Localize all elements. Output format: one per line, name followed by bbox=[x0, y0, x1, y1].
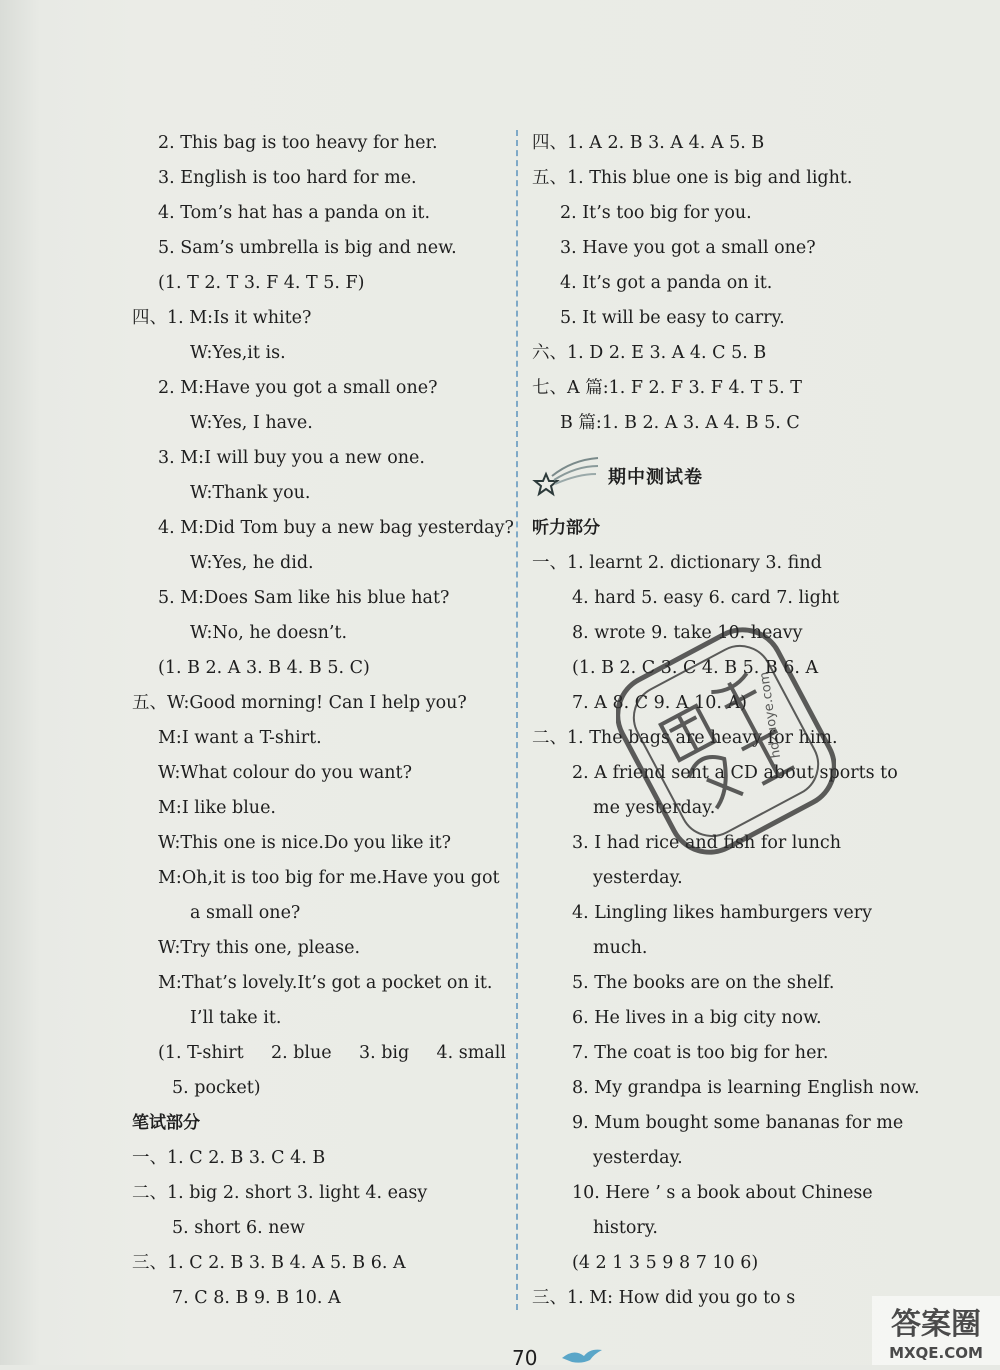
midterm-banner bbox=[532, 441, 916, 511]
answer-line: W:What colour do you want? bbox=[158, 763, 412, 783]
listening-answer-line: 7. The coat is too big for her. bbox=[572, 1043, 829, 1063]
answer-line: W:Yes, I have. bbox=[190, 413, 313, 433]
answer-line: 五、W:Good morning! Can I help you? bbox=[132, 693, 467, 713]
answer-line: 3. Have you got a small one? bbox=[560, 238, 816, 258]
listening-answer-lines bbox=[532, 546, 920, 1316]
listening-answer-line: 4. Lingling likes hamburgers very bbox=[572, 903, 872, 923]
dialog-answer-2: 2. blue bbox=[270, 1043, 332, 1063]
answer-line: 六、1. D 2. E 3. A 4. C 5. B bbox=[532, 343, 767, 363]
listening-answer-line: 二、1. The bags are heavy for him. bbox=[532, 728, 838, 748]
answer-line: W:Try this one, please. bbox=[158, 938, 361, 958]
logo-text: 答案圈 bbox=[891, 1307, 981, 1342]
answer-line: 四、1. M:Is it white? bbox=[132, 308, 312, 328]
answer-line: M:Oh,it is too big for me.Have you got bbox=[158, 868, 500, 888]
written-line-3: 5. short 6. new bbox=[172, 1218, 305, 1238]
answer-line: 2. It’s too big for you. bbox=[560, 203, 752, 223]
answer-line: B 篇:1. B 2. A 3. A 4. B 5. C bbox=[560, 413, 800, 433]
listening-answer-line: yesterday. bbox=[593, 1148, 683, 1168]
answer-line: 四、1. A 2. B 3. A 4. A 5. B bbox=[532, 133, 765, 153]
right-answer-lines bbox=[532, 126, 916, 441]
answer-line: 5. Sam’s umbrella is big and new. bbox=[158, 238, 457, 258]
left-column bbox=[132, 126, 514, 1316]
listening-answer-line: 6. He lives in a big city now. bbox=[572, 1008, 822, 1028]
answer-line: 七、A 篇:1. F 2. F 3. F 4. T 5. T bbox=[532, 378, 802, 398]
logo-url: MXQE.COM bbox=[889, 1344, 983, 1362]
dialog-answer-3: 3. big bbox=[358, 1043, 410, 1063]
listening-section-heading: 听力部分 bbox=[532, 518, 600, 538]
answer-line: W:This one is nice.Do you like it? bbox=[158, 833, 452, 853]
answer-line: W:Yes,it is. bbox=[190, 343, 286, 363]
listening-answer-line: 一、1. learnt 2. dictionary 3. find bbox=[532, 553, 822, 573]
page-number: 70 bbox=[512, 1346, 538, 1370]
written-line-4: 三、1. C 2. B 3. B 4. A 5. B 6. A bbox=[132, 1253, 406, 1273]
dialog-answer-4: 4. small bbox=[436, 1043, 506, 1063]
listening-answer-line: (1. B 2. C 3. C 4. B 5. B 6. A bbox=[572, 658, 819, 678]
midterm-title: 期中测试卷 bbox=[608, 467, 703, 488]
listening-answer-line: 4. hard 5. easy 6. card 7. light bbox=[572, 588, 840, 608]
answer-line: 2. This bag is too heavy for her. bbox=[158, 133, 438, 153]
dialog-answer-row-2 bbox=[132, 1071, 508, 1106]
written-line-5: 7. C 8. B 9. B 10. A bbox=[172, 1288, 341, 1308]
answer-line: 5. M:Does Sam like his blue hat? bbox=[158, 588, 450, 608]
left-answer-lines bbox=[132, 126, 514, 1036]
answer-line: M:I want a T-shirt. bbox=[158, 728, 322, 748]
written-line-1: 一、1. C 2. B 3. C 4. B bbox=[132, 1148, 326, 1168]
listening-answer-line: 三、1. M: How did you go to s bbox=[532, 1288, 796, 1308]
listening-answer-line: 2. A friend sent a CD about sports to bbox=[572, 763, 898, 783]
answer-line: (1. T 2. T 3. F 4. T 5. F) bbox=[158, 273, 365, 293]
answer-line: 4. Tom’s hat has a panda on it. bbox=[158, 203, 431, 223]
answer-line: W:Yes, he did. bbox=[190, 553, 314, 573]
answer-line: W:Thank you. bbox=[190, 483, 311, 503]
answer-line: 5. It will be easy to carry. bbox=[560, 308, 785, 328]
answer-line: 4. M:Did Tom buy a new bag yesterday? bbox=[158, 518, 514, 538]
listening-answer-line: (4 2 1 3 5 9 8 7 10 6) bbox=[572, 1253, 759, 1273]
listening-answer-line: me yesterday. bbox=[593, 798, 716, 818]
answer-line: M:That’s lovely.It’s got a pocket on it. bbox=[158, 973, 493, 993]
listening-answer-line: 9. Mum bought some bananas for me bbox=[572, 1113, 904, 1133]
listening-answer-line: history. bbox=[593, 1218, 658, 1238]
answer-line: 2. M:Have you got a small one? bbox=[158, 378, 438, 398]
answer-line: 五、1. This blue one is big and light. bbox=[532, 168, 853, 188]
answer-line: 3. M:I will buy you a new one. bbox=[158, 448, 425, 468]
answer-line: (1. B 2. A 3. B 4. B 5. C) bbox=[158, 658, 370, 678]
right-column bbox=[532, 126, 920, 1316]
listening-answer-line: 7. A 8. C 9. A 10. A) bbox=[572, 693, 747, 713]
dialog-answer-5: 5. pocket) bbox=[172, 1078, 261, 1098]
answer-line: W:No, he doesn’t. bbox=[190, 623, 348, 643]
written-section-heading: 笔试部分 bbox=[132, 1113, 200, 1133]
listening-answer-line: much. bbox=[593, 938, 648, 958]
answer-line: I’ll take it. bbox=[190, 1008, 282, 1028]
dialog-answer-row-1 bbox=[132, 1036, 508, 1071]
written-line-2: 二、1. big 2. short 3. light 4. easy bbox=[132, 1183, 428, 1203]
bird-icon bbox=[560, 1344, 604, 1366]
listening-answer-line: yesterday. bbox=[593, 868, 683, 888]
answer-circle-logo bbox=[872, 1296, 1000, 1365]
answer-line: M:I like blue. bbox=[158, 798, 276, 818]
listening-answer-line: 10. Here ’ s a book about Chinese bbox=[572, 1183, 873, 1203]
watermark-site-text: hdzuoye.com bbox=[757, 670, 785, 760]
listening-answer-line: 8. My grandpa is learning English now. bbox=[572, 1078, 920, 1098]
listening-answer-line: 3. I had rice and fish for lunch bbox=[572, 833, 841, 853]
column-divider bbox=[516, 130, 518, 1310]
dialog-answer-1: (1. T-shirt bbox=[158, 1043, 244, 1063]
shooting-star-icon bbox=[532, 454, 600, 498]
answer-line: 4. It’s got a panda on it. bbox=[560, 273, 773, 293]
listening-answer-line: 5. The books are on the shelf. bbox=[572, 973, 835, 993]
answer-line: 3. English is too hard for me. bbox=[158, 168, 417, 188]
listening-answer-line: 8. wrote 9. take 10. heavy bbox=[572, 623, 803, 643]
answer-line: a small one? bbox=[190, 903, 301, 923]
